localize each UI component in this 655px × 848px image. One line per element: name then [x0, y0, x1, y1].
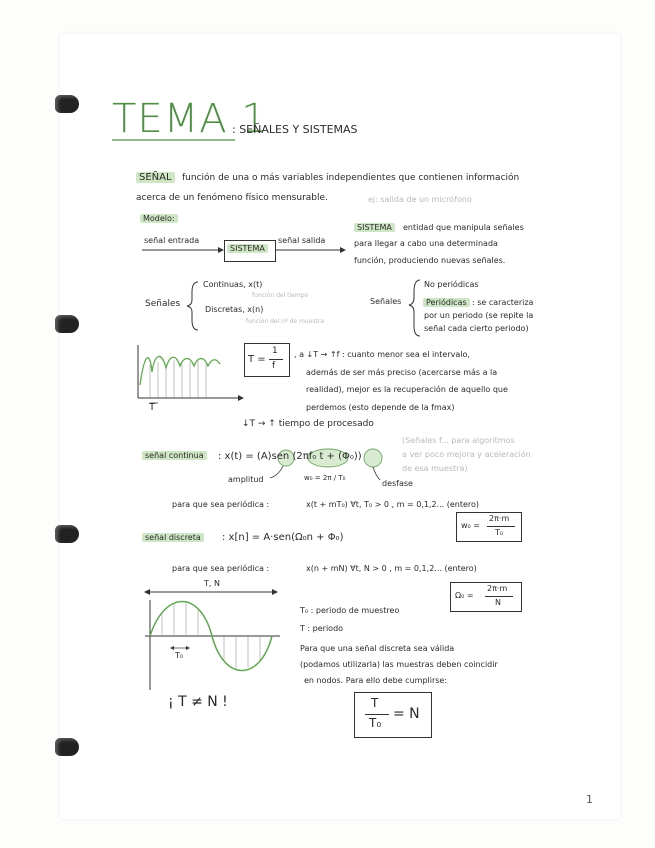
- continua-label: señal continua: [142, 451, 207, 460]
- continua-periodic: para que sea periódica :: [172, 500, 270, 509]
- final-bar: [365, 714, 389, 715]
- def-t0: T₀ : periodo de muestreo: [300, 606, 400, 615]
- sistema-term: SISTEMA: [354, 223, 395, 232]
- model-label: Modelo:: [140, 214, 178, 223]
- model-input: señal entrada: [144, 236, 200, 245]
- w0-box-num: 2π·m: [489, 514, 510, 523]
- period-formula-den: f: [272, 361, 276, 371]
- sampling-axis-t: T: [149, 402, 156, 413]
- period-formula-box: [244, 343, 290, 377]
- w0-box-lhs: w₀ =: [461, 521, 480, 530]
- faded-note-1: (Señales f... para algoritmos: [402, 436, 515, 445]
- w0-box-bar: [487, 526, 515, 527]
- model-output: señal salida: [278, 236, 326, 245]
- senal-discreta-note: función del nº de muestra: [246, 318, 325, 325]
- periodicas-def-line3: señal cada cierto periodo): [424, 324, 529, 333]
- omega0-box-lhs: Ω₀ =: [455, 591, 474, 600]
- senal-term: SEÑAL: [136, 172, 175, 183]
- period-formula-bar: [269, 359, 283, 360]
- sistema-def-line3: función, produciendo nuevas señales.: [354, 256, 506, 265]
- omega0-box: [450, 582, 522, 612]
- page-title: TEMA 1: [112, 96, 268, 142]
- sampling-line3: realidad), mejor es la recuperación de aquello que: [306, 385, 508, 394]
- def-p1: Para que una señal discreta sea válida: [300, 644, 455, 653]
- continua-amplitud: amplitud: [228, 475, 264, 484]
- page-subtitle: : SEÑALES Y SISTEMAS: [232, 123, 358, 136]
- final-rhs: = N: [393, 706, 420, 722]
- senal-example: ej: salida de un micrófono: [368, 195, 472, 204]
- sampling-line4: perdemos (esto depende de la fmax): [306, 403, 455, 412]
- page-number: 1: [586, 793, 593, 806]
- faded-note-2: a ver poco mejora y aceleración: [402, 450, 531, 459]
- senal-discreta-type: Discretas, x(n): [205, 305, 264, 314]
- discreta-formula: : x[n] = A·sen(Ω₀n + Φ₀): [222, 532, 344, 543]
- final-box: [354, 692, 432, 738]
- sampling-line5: ↓T → ↑ tiempo de procesado: [242, 419, 374, 429]
- final-num: T: [371, 696, 379, 710]
- discreta-periodic: para que sea periódica :: [172, 564, 270, 573]
- def-t: T : periodo: [300, 624, 344, 633]
- w0-box-den: T₀: [495, 528, 504, 537]
- sistema-def-line1: entidad que manipula señales: [403, 223, 524, 232]
- discreta-label: señal discreta: [142, 533, 204, 542]
- wave-top-label: T, N: [204, 579, 220, 588]
- sistema-def-line2: para llegar a cabo una determinada: [354, 239, 498, 248]
- def-p3: en nodos. Para ello debe cumplirse:: [304, 676, 448, 685]
- sampling-line1: , a ↓T → ↑f : cuanto menor sea el intervalo,: [294, 350, 470, 359]
- senales-right-label: Señales: [370, 297, 402, 306]
- senal-def-line2: acerca de un fenómeno físico mensurable.: [136, 193, 328, 203]
- wave-t0-label: T₀: [175, 651, 184, 660]
- omega0-box-bar: [485, 596, 513, 597]
- def-p2: (podamos utilizarla) las muestras deben coincidir: [300, 660, 498, 669]
- no-periodicas: No periódicas: [424, 280, 479, 289]
- senal-continua-type: Continuas, x(t): [203, 280, 263, 289]
- period-formula-lhs: T =: [248, 354, 266, 365]
- system-box: [224, 240, 276, 262]
- periodicas-def-line1: : se caracteriza: [472, 298, 534, 307]
- w0-box: [456, 512, 522, 542]
- continua-w0: w₀ = 2π / T₀: [304, 474, 346, 482]
- continua-desfase: desfase: [382, 479, 413, 488]
- omega0-box-num: 2π·m: [487, 584, 508, 593]
- omega0-box-den: N: [495, 598, 501, 607]
- continua-formula: : x(t) = (A)sen (2πf₀ t + (Φ₀)): [218, 451, 362, 462]
- sampling-line2: además de ser más preciso (acercarse más a la: [306, 368, 498, 377]
- periodicas-def-line2: por un periodo (se repite la: [424, 311, 534, 320]
- t-neq-n: ¡ T ≠ N !: [168, 694, 228, 710]
- senal-def-line1: función de una o más variables independientes que contienen información: [182, 173, 520, 183]
- senales-left-label: Señales: [145, 299, 181, 309]
- periodicas-term: Periódicas: [423, 298, 470, 307]
- senal-continua-note: función del tiempo: [252, 292, 309, 299]
- discreta-condition: x(n + mN) ∀t, N > 0 , m = 0,1,2... (entero): [306, 564, 477, 573]
- system-box-label: SISTEMA: [227, 244, 268, 253]
- period-formula-num: 1: [272, 346, 278, 356]
- faded-note-3: de esa muestra): [402, 464, 468, 473]
- continua-condition: x(t + mT₀) ∀t, T₀ > 0 , m = 0,1,2... (entero): [306, 500, 480, 509]
- final-den: T₀: [369, 716, 382, 730]
